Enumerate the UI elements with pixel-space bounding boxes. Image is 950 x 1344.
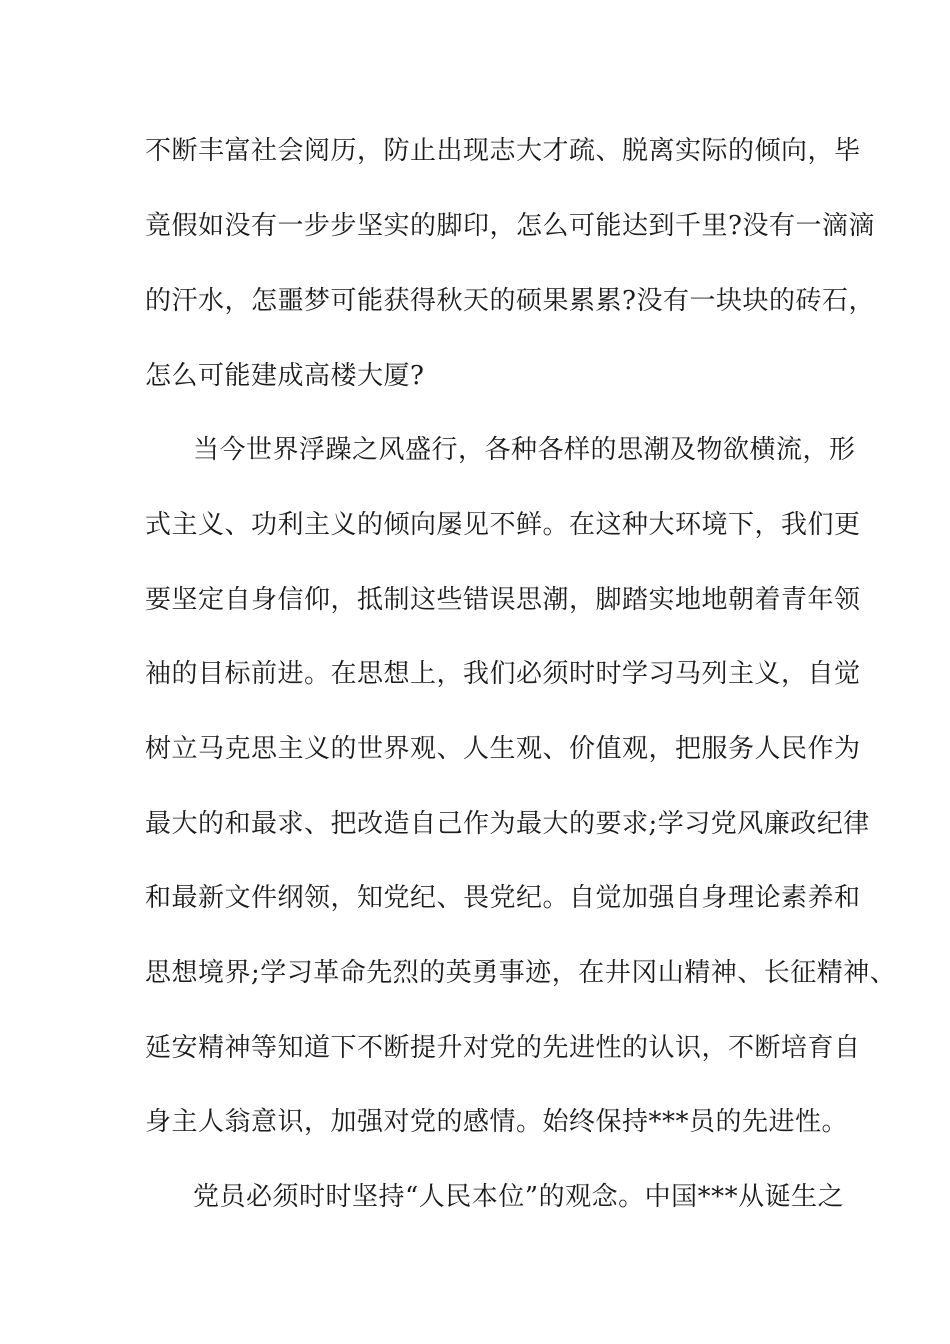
text-line-13: 延安精神等知道下不断提升对党的先进性的认识，不断培育自 <box>145 1033 861 1063</box>
text-line-4: 怎么可能建成高楼大厦? <box>145 361 425 391</box>
text-line-1: 不断丰富社会阅历，防止出现志大才疏、脱离实际的倾向，毕 <box>145 136 861 166</box>
text-line-11: 和最新文件纲领，知党纪、畏党纪。自觉加强自身理论素养和 <box>145 883 861 913</box>
text-line-12: 思想境界;学习革命先烈的英勇事迹，在井冈山精神、长征精神、 <box>145 958 897 988</box>
paragraph-start-line-15: 党员必须时时坚持“人民本位”的观念。中国***从诞生之 <box>193 1182 845 1212</box>
text-line-9: 树立马克思主义的世界观、人生观、价值观，把服务人民作为 <box>145 734 861 764</box>
text-line-10: 最大的和最求、把改造自己作为最大的要求;学习党风廉政纪律 <box>145 809 870 839</box>
text-line-7: 要坚定自身信仰，抵制这些错误思潮，脚踏实地地朝着青年领 <box>145 585 861 615</box>
text-line-3: 的汗水，怎噩梦可能获得秋天的硕果累累?没有一块块的砖石， <box>145 286 875 316</box>
text-line-8: 袖的目标前进。在思想上，我们必须时时学习马列主义，自觉 <box>145 659 861 689</box>
text-line-14: 身主人翁意识，加强对党的感情。始终保持***员的先进性。 <box>145 1107 849 1137</box>
text-line-2: 竟假如没有一步步坚实的脚印，怎么可能达到千里?没有一滴滴 <box>145 211 875 241</box>
paragraph-start-line-5: 当今世界浮躁之风盛行，各种各样的思潮及物欲横流，形 <box>193 435 856 465</box>
text-line-6: 式主义、功利主义的倾向屡见不鲜。在这种大环境下，我们更 <box>145 510 861 540</box>
